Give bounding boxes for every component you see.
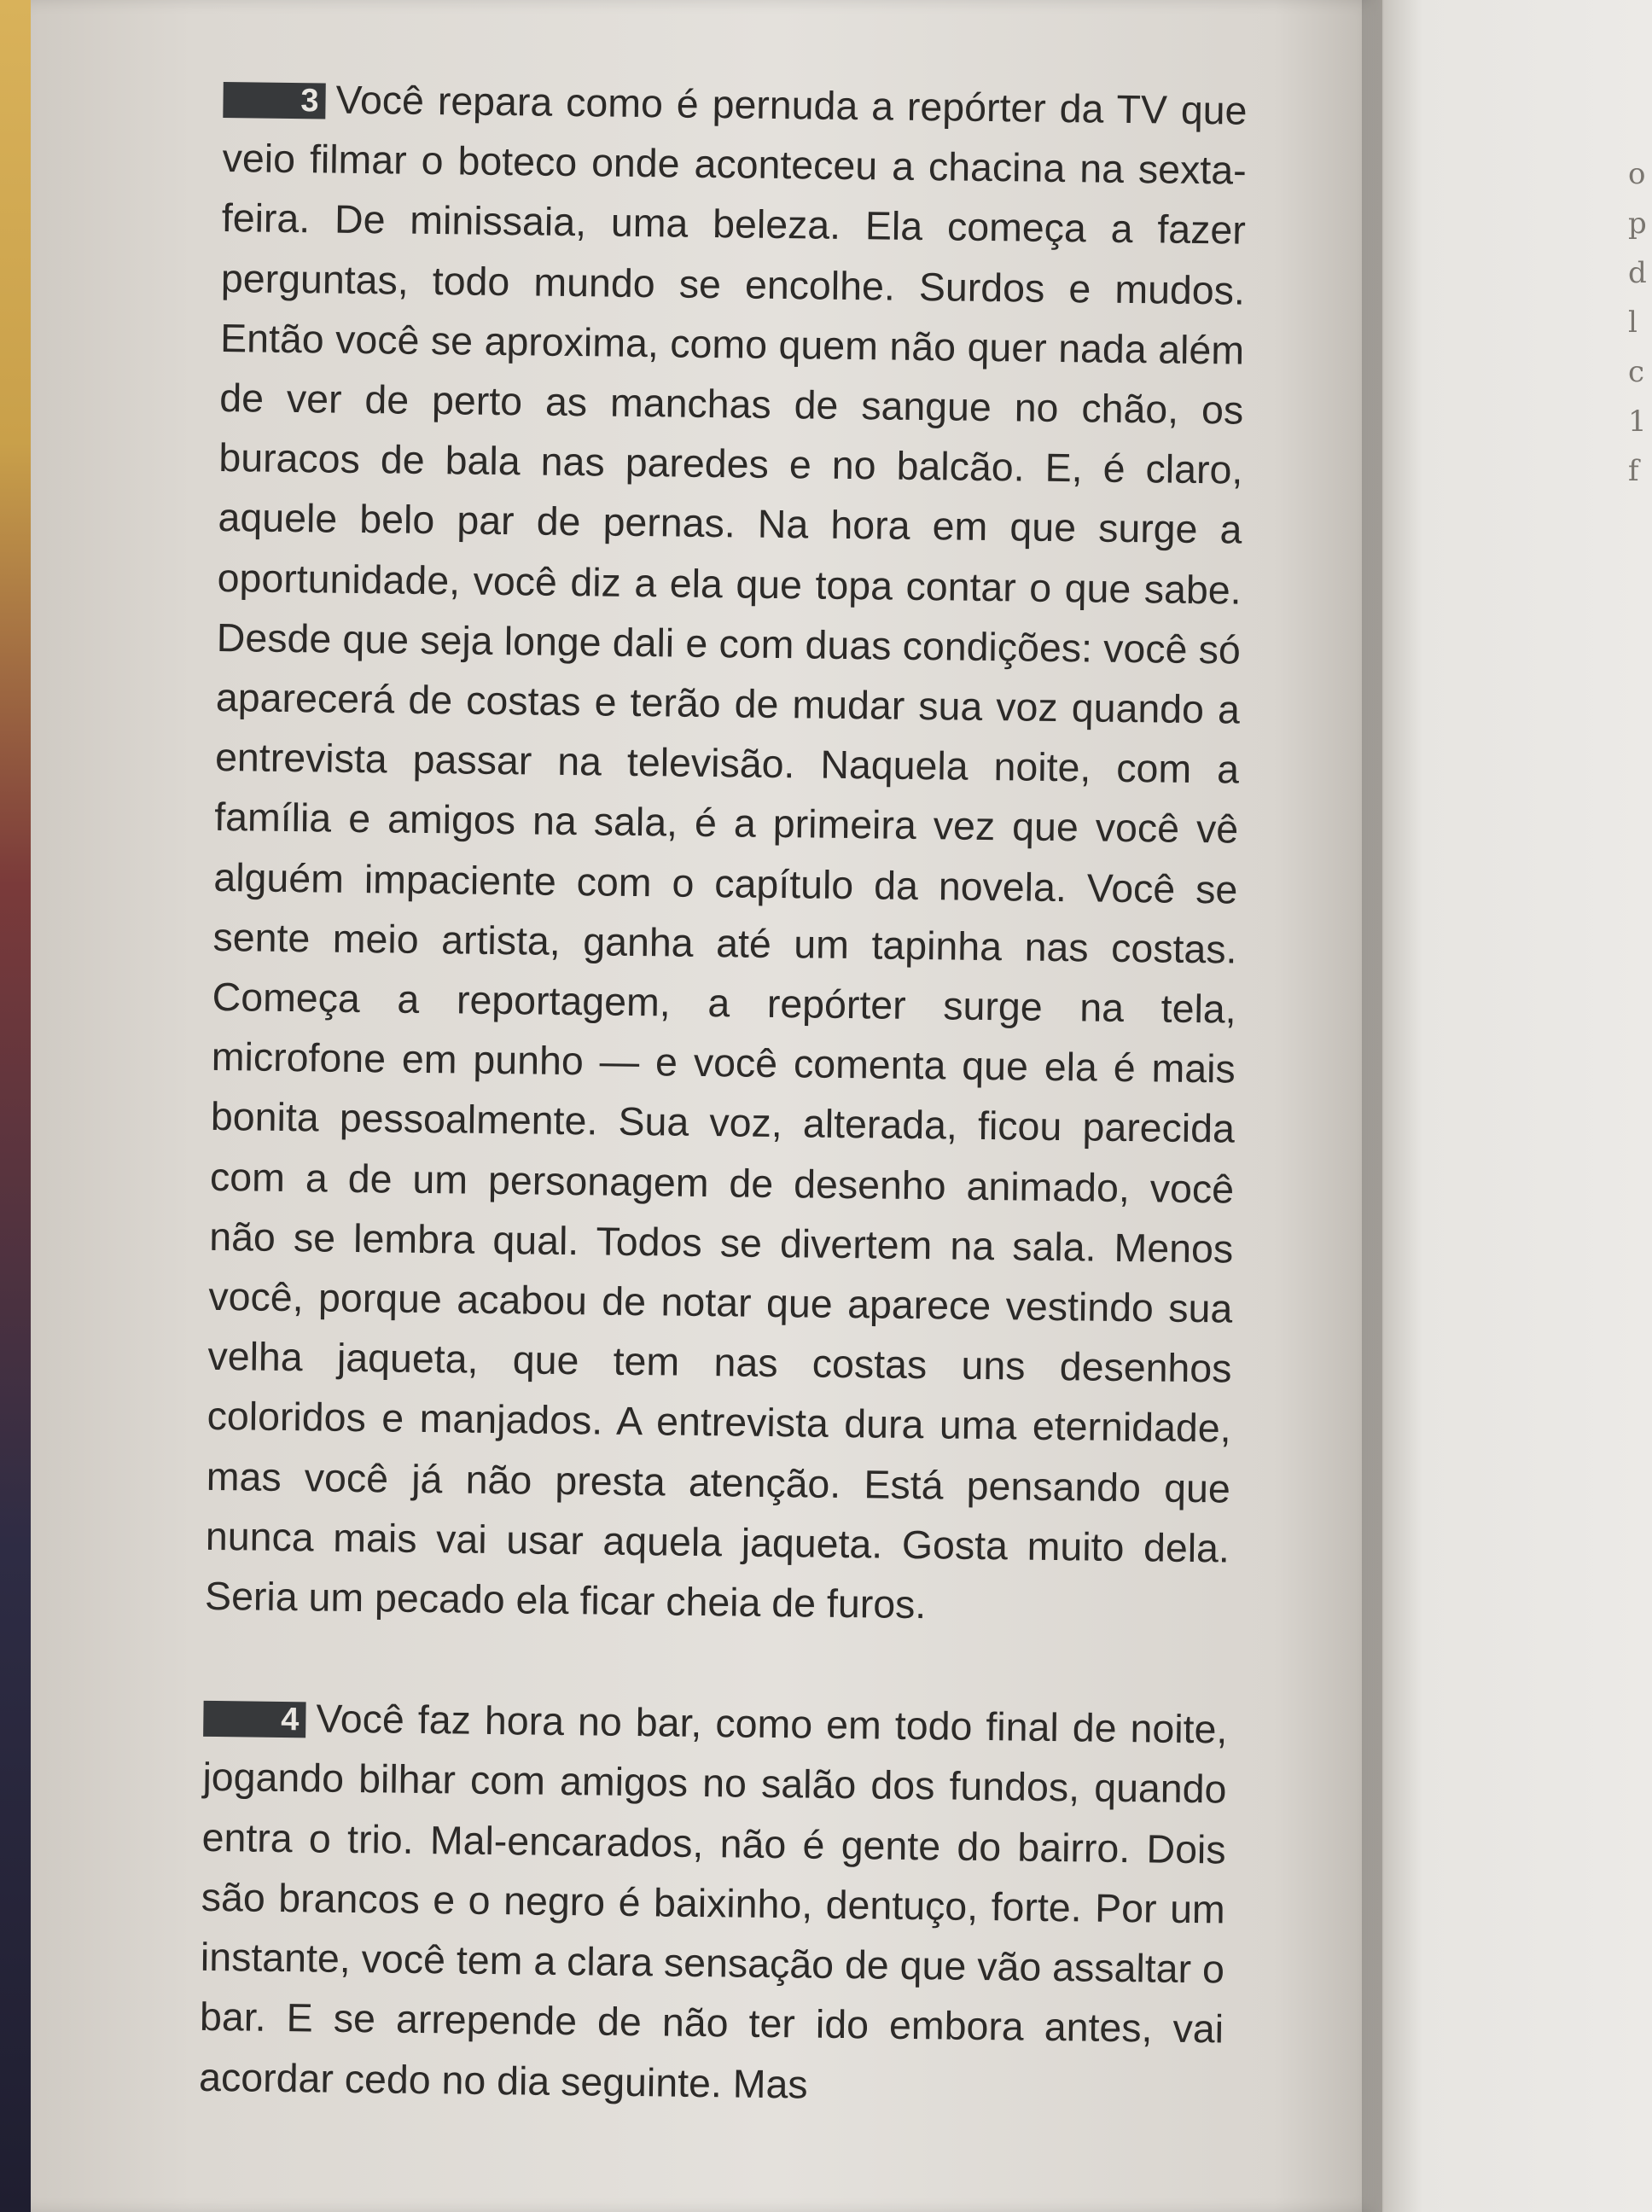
entry-number-badge: 3	[223, 82, 326, 119]
right-page-fragment: c	[1628, 355, 1645, 389]
right-page-cut-text	[1628, 149, 1652, 496]
entry-3	[205, 68, 1248, 1639]
entry-text: Você faz hora no bar, como em todo final de noite, jogando bilhar com amigos no salão dos fundos, quando entra o trio. Mal-encarados, não é gente do bairro. Dois são brancos e o negro é baixinho, dentuço, forte. Por um instante, você tem a clara sensação de que vão assaltar o bar. E se arrepende de não ter ido embora antes, vai acordar cedo no dia seguinte. Mas	[198, 1696, 1228, 2107]
right-page-fragment: p	[1628, 207, 1647, 241]
right-page-fragment: l	[1628, 306, 1637, 340]
entry-number-badge: 4	[203, 1701, 306, 1738]
book-gutter	[1362, 0, 1384, 2212]
right-page-fragment: d	[1628, 256, 1647, 290]
right-page-fragment: f	[1628, 454, 1639, 488]
right-page	[1372, 0, 1652, 2212]
page-text	[199, 68, 1248, 2119]
right-page-fragment: o	[1628, 157, 1646, 191]
entry-text: Você repara como é pernuda a repórter da TV que veio filmar o boteco onde aconteceu a chacina na sexta-feira. De minissaia, uma beleza. Ela começa a fazer perguntas, todo mundo se encolhe. Surdos e mudos. Então você se aproxima, como quem não quer nada além de ver de perto as manchas de sangue no chão, os buracos de bala nas paredes e no balcão. E, é claro, aquele belo par de pernas. Na hora em que surge a oportunidade, você diz a ela que topa contar o que sabe. Desde que seja longe dali e com duas condições: você só aparecerá de costas e terão de mudar sua voz quando a entrevista passar na televisão. Naquela noite, com a família e amigos na sala, é a primeira vez que você vê alguém impaciente com o capítulo da novela. Você se sente meio artista, ganha até um tapinha nas costas. Começa a reportagem, a repórter surge na tela, microfone em punho — e você comenta que ela é mais bonita pessoalmente. Sua voz, alterada, ficou parecida com a de um personagem de desenho animado, você não se lembra qual. Todos se divertem na sala. Menos você, porque acabou de notar que aparece vestindo sua velha jaqueta, que tem nas costas uns desenhos coloridos e manjados. A entrevista dura uma eternidade, mas você já não presta atenção. Está pensando que nunca mais vai usar aquela jaqueta. Gosta muito dela. Seria um pecado ela ficar cheia de furos.	[204, 77, 1248, 1627]
entry-4	[199, 1687, 1228, 2119]
right-page-fragment: 1	[1628, 405, 1647, 439]
